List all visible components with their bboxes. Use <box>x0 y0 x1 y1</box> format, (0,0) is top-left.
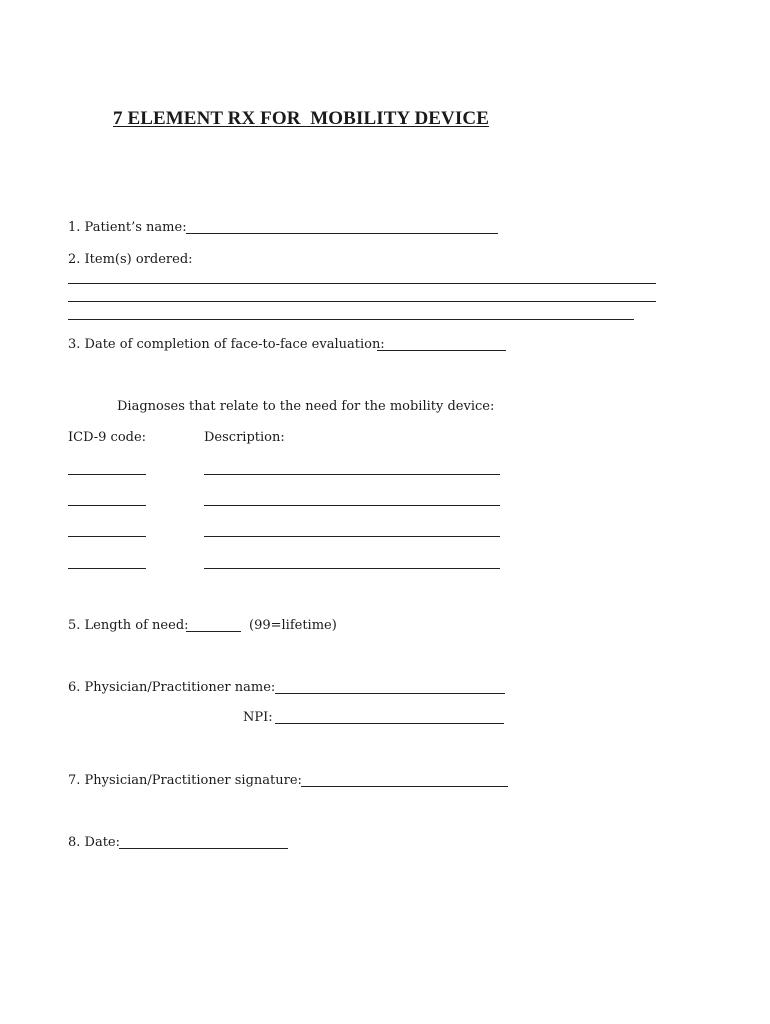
patient-name-label: 1. Patient’s name: <box>68 220 187 235</box>
npi-label: NPI: <box>243 710 273 725</box>
patient-name-field[interactable] <box>186 233 498 234</box>
physician-name-label: 6. Physician/Practitioner name: <box>68 680 276 695</box>
length-of-need-field[interactable] <box>186 631 241 632</box>
npi-field[interactable] <box>275 723 504 724</box>
icd-code-field-4[interactable] <box>68 568 146 569</box>
date-field[interactable] <box>119 848 288 849</box>
evaluation-date-field[interactable] <box>377 350 506 351</box>
description-field-1[interactable] <box>204 474 500 475</box>
date-label: 8. Date: <box>68 835 121 850</box>
physician-signature-label: 7. Physician/Practitioner signature: <box>68 773 302 788</box>
items-ordered-label: 2. Item(s) ordered: <box>68 252 193 267</box>
form-title: 7 ELEMENT RX FOR MOBILITY DEVICE <box>113 108 489 129</box>
physician-name-field[interactable] <box>275 693 505 694</box>
description-field-3[interactable] <box>204 536 500 537</box>
icd-code-field-2[interactable] <box>68 505 146 506</box>
description-field-4[interactable] <box>204 568 500 569</box>
items-ordered-field-line-2[interactable] <box>68 301 656 302</box>
items-ordered-field-line-3[interactable] <box>68 319 634 320</box>
icd-code-label: ICD-9 code: <box>68 430 147 445</box>
icd-code-field-3[interactable] <box>68 536 146 537</box>
items-ordered-field-line-1[interactable] <box>68 283 656 284</box>
length-of-need-note: (99=lifetime) <box>249 618 337 633</box>
diagnoses-heading: Diagnoses that relate to the need for the mobility device: <box>117 399 495 414</box>
description-field-2[interactable] <box>204 505 500 506</box>
description-label: Description: <box>204 430 285 445</box>
length-of-need-label: 5. Length of need: <box>68 618 189 633</box>
physician-signature-field[interactable] <box>301 786 508 787</box>
evaluation-date-label: 3. Date of completion of face-to-face evaluation: <box>68 337 385 352</box>
icd-code-field-1[interactable] <box>68 474 146 475</box>
